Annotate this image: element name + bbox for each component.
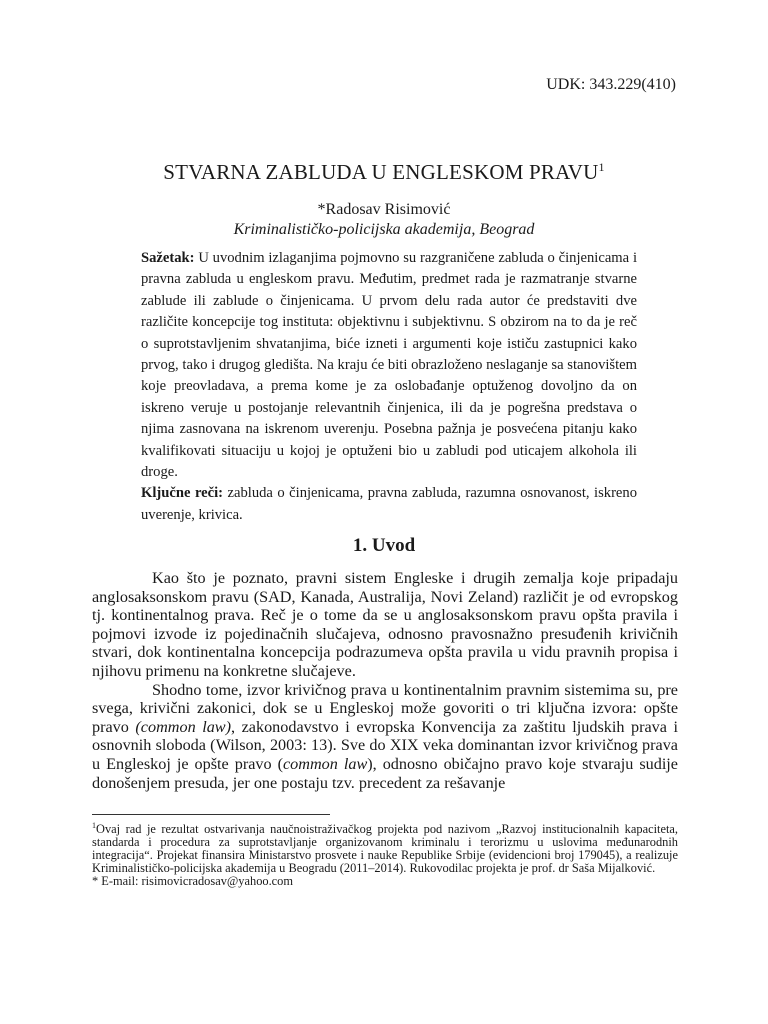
title-footnote-mark: 1 [598,160,605,174]
body-paragraph-2-part-c: ), odnosno običajno pravo koje stvaraju sudije donošenjem presuda, jer one postaju tzv. precedent za rešavanje [92,754,678,792]
keywords-label: Ključne reči: [141,485,224,502]
footnotes-block [92,819,678,888]
body-paragraph-2-part-a: Shodno tome, izvor krivičnog prava u kontinentalnim pravnim sistemima su, pre svega, krivični zakonici, dok se u Engleskoj može govoriti o tri ključna izvora: opšte pravo [92,680,678,736]
body-text [92,569,678,792]
footnote-divider [92,814,330,815]
abstract-label: Sažetak: [141,250,195,266]
body-paragraph-2 [92,681,678,793]
body-paragraph-1: Kao što je poznato, pravni sistem Engleske i drugih zemalja koje pripadaju anglosaksonskom pravu (SAD, Kanada, Australija, Novi Zeland) različit je od evropskog tj. kontinentalnog prava. Reč je o tome da se u anglosaksonskom pravu opšta pravila i pojmovi izvode iz pojedinačnih slučajeva, odnosno pravosnažno presuđenih krivičnih stvari, dok kontinentalna koncepcija podrazumeva opšta pravila u vidu pravnih propisa i njihovu primenu na konkretne slučajeve. [92,569,678,680]
body-paragraph-2-part-b: , zakonodavstvo i evropska Konvencija za zaštitu ljudskih prava i osnovnih sloboda (Wilson, 2003: 13). Sve do XIX veka dominantan izvor krivičnog prava u Engleskoj je opšte pravo ( [92,717,678,773]
abstract-text: U uvodnim izlaganjima pojmovno su razgraničene zabluda o činjenicama i pravna zabluda u engleskom pravu. Međutim, predmet rada je razmatranje stvarne zablude ili zablude o činjenicama. U prvom delu rada autor će predstaviti dve različite koncepcije tog instituta: objektivnu i subjektivnu. S obzirom na to da je reč o suprotstavljenim shvatanjima, biće izneti i argumenti koje ističu zastupnici kako prvog, tako i drugog gledišta. Na kraju će biti obrazloženo neslaganje sa stanovištem koje preovladava, a prema kome je za oslobađanje optuženog dovoljno da on iskreno veruje u postojanje relevantnih činjenica, ili da je pogrešna predstava o njima zasnovana na iskrenom uverenju. Posebna pažnja je posvećena pitanju kako kvalifikovati situaciju u kojoj je optuženi bio u zabludi pod uticajem alkohola ili droge. [141,250,637,481]
article-title [0,160,768,185]
body-paragraph-2-italic-1: (common law) [135,717,231,736]
keywords-paragraph [141,483,637,526]
section-heading: 1. Uvod [352,535,416,556]
abstract-block [141,248,637,526]
udk-code: UDK: 343.229(410) [546,76,676,93]
author-name: *Radosav Risimović [317,201,451,218]
author-affiliation: Kriminalističko-policijska akademija, Beograd [233,221,535,238]
keywords-text: zabluda o činjenicama, pravna zabluda, razumna osnovanost, iskreno uverenje, krivica. [141,485,637,523]
article-title-text: STVARNA ZABLUDA U ENGLESKOM PRAVU [163,160,599,184]
abstract-paragraph [141,248,637,483]
footnote-author-email: * E-mail: risimovicradosav@yahoo.com [92,874,294,889]
footnote-1 [92,819,678,875]
footnote-1-text: Ovaj rad je rezultat ostvarivanja naučnoistraživačkog projekta pod nazivom „Razvoj institucionalnih kapaciteta, standarda i procedura za suprotstavljanje organizovanom kriminalu i terorizmu u uslovima međunarodnih integracija“. Projekat finansira Ministarstvo prosvete i nauke Republike Srbije (evidencioni broj 179045), a realizuje Kriminalističko-policijska akademija u Beogradu (2011–2014). Rukovodilac projekta je prof. dr Saša Mijalković. [92,822,678,876]
body-paragraph-2-italic-2: common law [283,754,368,773]
footnote-1-mark: 1 [92,821,96,830]
